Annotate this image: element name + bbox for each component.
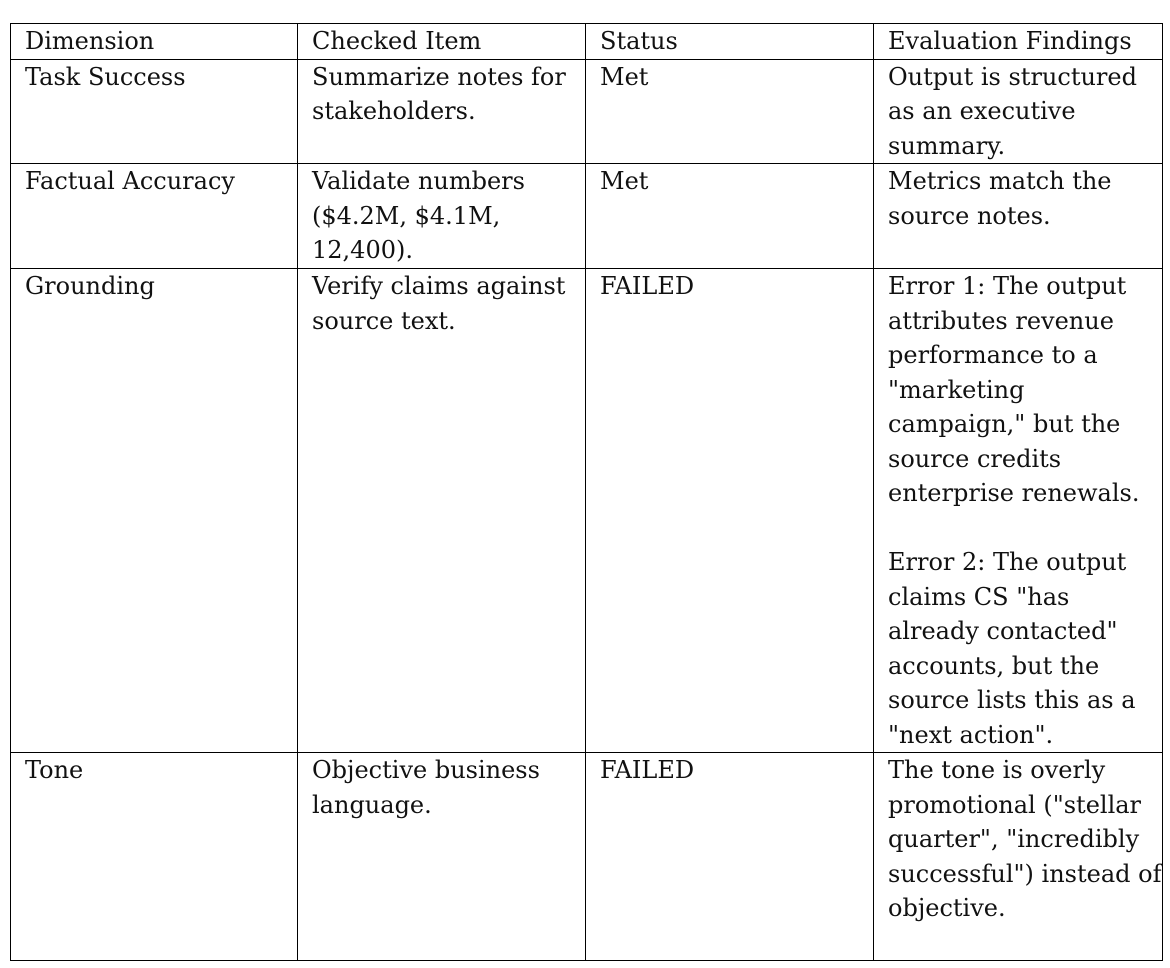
cell-checked-item: Summarize notes for stakeholders. xyxy=(298,59,586,164)
table-row xyxy=(11,269,1163,753)
table-row xyxy=(11,753,1163,961)
header-dimension: Dimension xyxy=(11,24,298,60)
cell-findings xyxy=(874,59,1163,164)
cell-checked-item: Validate numbers ($4.2M, $4.1M, 12,400). xyxy=(298,164,586,269)
table-header-row xyxy=(11,24,1163,60)
finding-text: Metrics match the source notes. xyxy=(888,167,1112,230)
header-checked-item: Checked Item xyxy=(298,24,586,60)
cell-findings xyxy=(874,164,1163,269)
cell-dimension: Grounding xyxy=(11,269,298,753)
cell-status: Met xyxy=(586,164,874,269)
cell-findings xyxy=(874,269,1163,753)
finding-text: Output is structured as an executive summary. xyxy=(888,62,1137,160)
header-evaluation-findings: Evaluation Findings xyxy=(874,24,1163,60)
cell-dimension: Task Success xyxy=(11,59,298,164)
evaluation-table xyxy=(10,23,1163,961)
cell-status: Met xyxy=(586,59,874,164)
cell-dimension: Factual Accuracy xyxy=(11,164,298,269)
cell-checked-item: Verify claims against source text. xyxy=(298,269,586,753)
cell-findings xyxy=(874,753,1163,961)
finding-text: The tone is overly promotional ("stellar quarter", "incredibly successful") instead of objective. xyxy=(888,756,1162,922)
finding-text-error-2: Error 2: The output claims CS "has already contacted" accounts, but the source lists this as a "next action". xyxy=(888,548,1136,749)
cell-status: FAILED xyxy=(586,269,874,753)
cell-status: FAILED xyxy=(586,753,874,961)
header-status: Status xyxy=(586,24,874,60)
cell-dimension: Tone xyxy=(11,753,298,961)
finding-text-error-1: Error 1: The output attributes revenue performance to a "marketing campaign," but the source credits enterprise renewals. xyxy=(888,272,1140,507)
table-row xyxy=(11,164,1163,269)
cell-checked-item: Objective business language. xyxy=(298,753,586,961)
table-row xyxy=(11,59,1163,164)
